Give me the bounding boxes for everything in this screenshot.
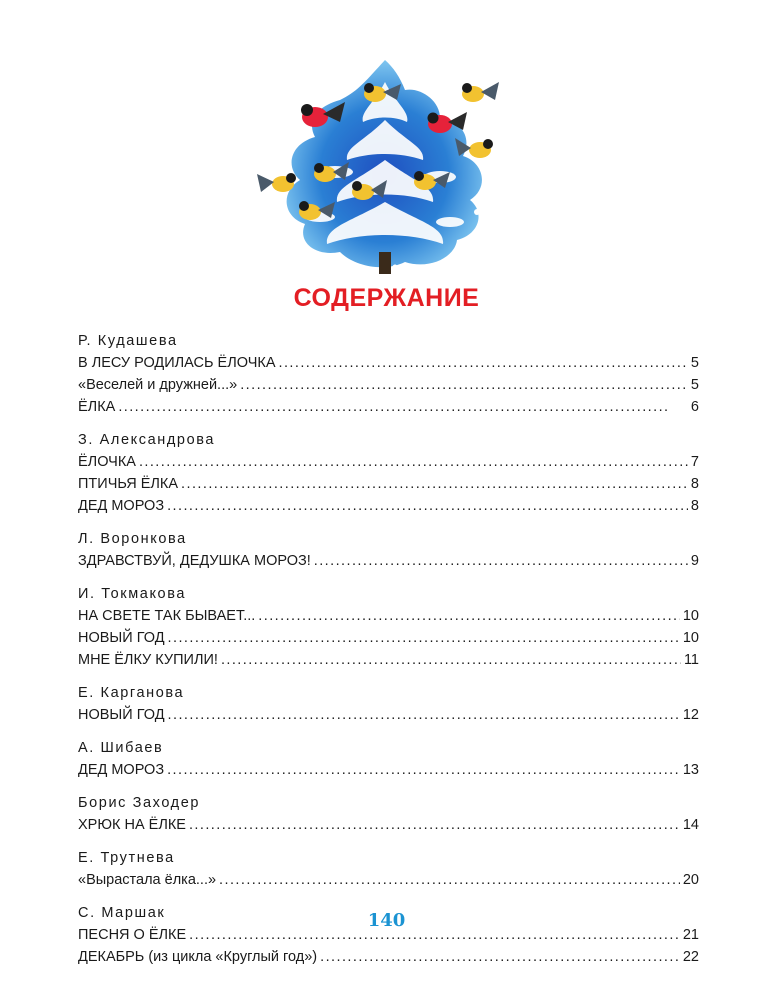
- toc-entry-title: НА СВЕТЕ ТАК БЫВАЕТ...: [78, 608, 256, 624]
- toc-entry: [78, 352, 699, 374]
- toc-entry-page: 7: [690, 454, 699, 470]
- toc-entry-title: НОВЫЙ ГОД: [78, 630, 165, 646]
- toc-leader-dots: [139, 451, 688, 473]
- toc-leader-dots: [258, 605, 680, 627]
- toc-entry: [78, 704, 699, 726]
- toc-entry-title: НОВЫЙ ГОД: [78, 707, 165, 723]
- toc-author: Борис Заходер: [78, 795, 201, 811]
- toc-entry: [78, 374, 699, 396]
- toc-entry-title: ДЕД МОРОЗ: [78, 762, 165, 778]
- toc-leader-dots: [320, 946, 680, 968]
- toc-entry-title: ПЕСНЯ О ЁЛКЕ: [78, 927, 187, 943]
- toc-entry-title: ДЕКАБРЬ (из цикла «Круглый год»): [78, 949, 318, 965]
- toc-entry: [78, 550, 699, 572]
- toc-entry-title: «Вырастала ёлка...»: [78, 872, 217, 888]
- toc-entry-page: 20: [682, 872, 699, 888]
- toc-leader-dots: [279, 352, 688, 374]
- toc-author: Р. Кудашева: [78, 333, 178, 349]
- toc-entry-page: 5: [690, 355, 699, 371]
- table-of-contents: [78, 330, 699, 979]
- toc-entry: [78, 495, 699, 517]
- toc-entry-page: 22: [682, 949, 699, 965]
- toc-entry-title: ХРЮК НА ЁЛКЕ: [78, 817, 186, 833]
- toc-entry: [78, 869, 699, 891]
- toc-entry-page: 9: [690, 553, 699, 569]
- toc-entry-title: «Веселей и дружней...»: [78, 377, 238, 393]
- toc-entry-title: ПТИЧЬЯ ЁЛКА: [78, 476, 179, 492]
- toc-author: Л. Воронкова: [78, 531, 187, 547]
- toc-section: [78, 429, 699, 517]
- toc-entry-page: 6: [690, 399, 699, 415]
- toc-section: [78, 528, 699, 572]
- toc-entry-page: 11: [683, 652, 699, 668]
- toc-entry: [78, 814, 699, 836]
- toc-leader-dots: [189, 814, 680, 836]
- toc-entry-page: 8: [690, 476, 699, 492]
- toc-leader-dots: [168, 627, 680, 649]
- toc-section: [78, 792, 699, 836]
- toc-entry: [78, 759, 699, 781]
- toc-leader-dots: [221, 649, 681, 671]
- page-title: СОДЕРЖАНИЕ: [293, 284, 480, 312]
- toc-author: С. Маршак: [78, 905, 166, 921]
- toc-author: А. Шибаев: [78, 740, 164, 756]
- toc-entry-title: ЁЛКА: [78, 399, 116, 415]
- toc-section: [78, 682, 699, 726]
- toc-entry-title: В ЛЕСУ РОДИЛАСЬ ЁЛОЧКА: [78, 355, 276, 371]
- page-number: 140: [367, 910, 406, 931]
- toc-leader-dots: [240, 374, 688, 396]
- toc-leader-dots: [118, 396, 688, 418]
- toc-leader-dots: [314, 550, 688, 572]
- toc-entry-title: МНЕ ЁЛКУ КУПИЛИ!: [78, 652, 218, 668]
- toc-entry-page: 21: [682, 927, 699, 943]
- toc-entry-title: ЗДРАВСТВУЙ, ДЕДУШКА МОРОЗ!: [78, 553, 311, 569]
- toc-entry-page: 14: [682, 817, 699, 833]
- toc-leader-dots: [219, 869, 680, 891]
- toc-author: Е. Карганова: [78, 685, 185, 701]
- toc-leader-dots: [168, 704, 680, 726]
- toc-entry-page: 10: [682, 630, 699, 646]
- toc-author: З. Александрова: [78, 432, 216, 448]
- toc-entry-page: 12: [682, 707, 699, 723]
- toc-entry-page: 5: [690, 377, 699, 393]
- toc-entry-page: 8: [690, 498, 699, 514]
- toc-entry-title: ЁЛОЧКА: [78, 454, 136, 470]
- toc-section: [78, 583, 699, 671]
- toc-leader-dots: [167, 495, 688, 517]
- snowy-tree-with-birds-illustration: [245, 52, 525, 282]
- toc-author: Е. Трутнева: [78, 850, 175, 866]
- toc-entry: [78, 946, 699, 968]
- toc-section: [78, 737, 699, 781]
- toc-section: [78, 330, 699, 418]
- toc-leader-dots: [167, 759, 680, 781]
- toc-entry: [78, 473, 699, 495]
- toc-entry-title: ДЕД МОРОЗ: [78, 498, 165, 514]
- toc-author: И. Токмакова: [78, 586, 187, 602]
- toc-entry: [78, 396, 699, 418]
- toc-section: [78, 847, 699, 891]
- toc-leader-dots: [181, 473, 688, 495]
- toc-entry: [78, 627, 699, 649]
- toc-entry-page: 13: [682, 762, 699, 778]
- toc-entry: [78, 605, 699, 627]
- toc-entry: [78, 451, 699, 473]
- toc-entry: [78, 649, 699, 671]
- toc-entry-page: 10: [682, 608, 699, 624]
